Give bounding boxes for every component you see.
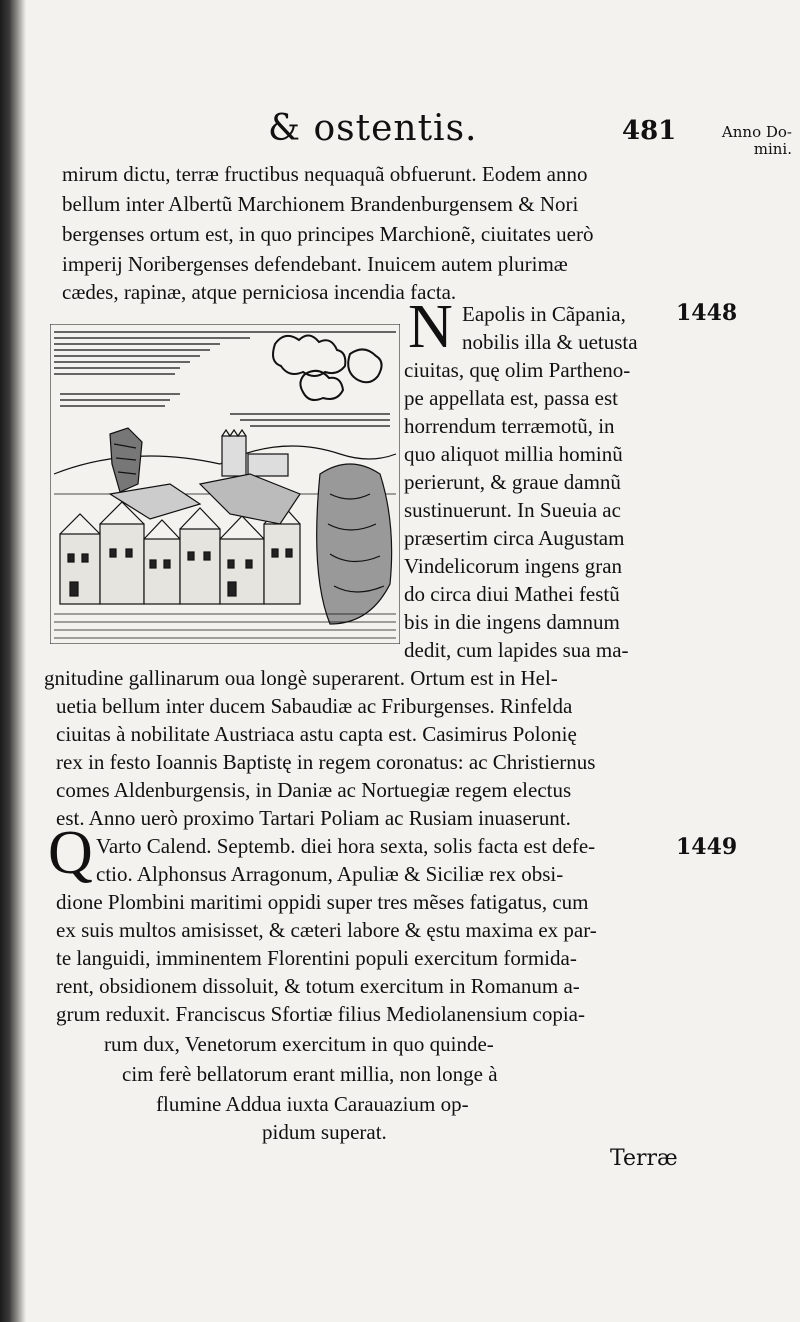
woodcut-illustration-earthquake bbox=[50, 324, 400, 644]
text-line: ctio. Alphonsus Arragonum, Apuliæ & Siciliæ rex obsi- bbox=[96, 862, 564, 886]
text-line: ex suis multos amisisset, & cæteri labore & ęstu maxima ex par- bbox=[56, 918, 597, 942]
page-gutter-shadow bbox=[0, 0, 26, 1322]
margin-note-anno-domini bbox=[680, 124, 792, 158]
text-line: grum reduxit. Franciscus Sfortiæ filius Mediolanensium copia- bbox=[56, 1002, 585, 1026]
text-line: bergenses ortum est, in quo principes Marchionẽ, ciuitates uerò bbox=[62, 222, 594, 246]
text-line: Eapolis in Cãpania, bbox=[462, 302, 626, 326]
text-line: uetia bellum inter ducem Sabaudiæ ac Friburgenses. Rinfelda bbox=[56, 694, 573, 718]
margin-note-line: Anno Do- bbox=[721, 123, 792, 141]
text-line: quo aliquot millia hominũ bbox=[404, 442, 623, 466]
margin-year: 1449 bbox=[676, 834, 738, 860]
text-line: bis in die ingens damnum bbox=[404, 610, 620, 634]
text-line: bellum inter Albertũ Marchionem Brandenburgensem & Nori bbox=[62, 192, 579, 216]
text-line: te languidi, imminentem Florentini populi exercitum formida- bbox=[56, 946, 577, 970]
text-line: nobilis illa & uetusta bbox=[462, 330, 638, 354]
text-line: ciuitas, quę olim Partheno- bbox=[404, 358, 631, 382]
dropcap-n: N bbox=[408, 293, 453, 361]
margin-year: 1448 bbox=[676, 300, 738, 326]
margin-note-line: mini. bbox=[753, 140, 792, 158]
running-head: & ostentis. bbox=[268, 108, 478, 149]
text-line: do circa diui Mathei festũ bbox=[404, 582, 620, 606]
text-line: rent, obsidionem dissoluit, & totum exercitum in Romanum a- bbox=[56, 974, 580, 998]
text-line: præsertim circa Augustam bbox=[404, 526, 625, 550]
text-line: gnitudine gallinarum oua longè superarent. Ortum est in Hel- bbox=[44, 666, 558, 690]
text-line: sustinuerunt. In Sueuia ac bbox=[404, 498, 621, 522]
text-line: cædes, rapinæ, atque perniciosa incendia facta. bbox=[62, 280, 457, 304]
dropcap-q: Q bbox=[48, 819, 93, 887]
text-line: ciuitas à nobilitate Austriaca astu capta est. Casimirus Polonię bbox=[56, 722, 577, 746]
text-line: comes Aldenburgensis, in Daniæ ac Nortuegiæ regem electus bbox=[56, 778, 572, 802]
text-line: dedit, cum lapides sua ma- bbox=[404, 638, 629, 662]
text-line: dione Plombini maritimi oppidi super tres mẽses fatigatus, cum bbox=[56, 890, 589, 914]
text-line: rex in festo Ioannis Baptistę in regem coronatus: ac Christiernus bbox=[56, 750, 596, 774]
text-line: mirum dictu, terræ fructibus nequaquã obfuerunt. Eodem anno bbox=[62, 162, 588, 186]
text-line: rum dux, Venetorum exercitum in quo quinde- bbox=[104, 1032, 494, 1056]
text-line: est. Anno uerò proximo Tartari Poliam ac Rusiam inuaserunt. bbox=[56, 806, 571, 830]
text-line: Varto Calend. Septemb. diei hora sexta, solis facta est defe- bbox=[96, 834, 596, 858]
text-line: flumine Addua iuxta Carauazium op- bbox=[156, 1092, 469, 1116]
catchword: Terræ bbox=[610, 1146, 678, 1171]
text-line: pe appellata est, passa est bbox=[404, 386, 618, 410]
text-line: pidum superat. bbox=[262, 1120, 387, 1144]
page-number: 481 bbox=[622, 116, 677, 146]
text-line: imperij Noribergenses defendebant. Inuicem autem plurimæ bbox=[62, 252, 568, 276]
text-line: Vindelicorum ingens gran bbox=[404, 554, 623, 578]
text-line: horrendum terræmotũ, in bbox=[404, 414, 615, 438]
text-line: perierunt, & graue damnũ bbox=[404, 470, 621, 494]
text-line: cim ferè bellatorum erant millia, non longe à bbox=[122, 1062, 498, 1086]
